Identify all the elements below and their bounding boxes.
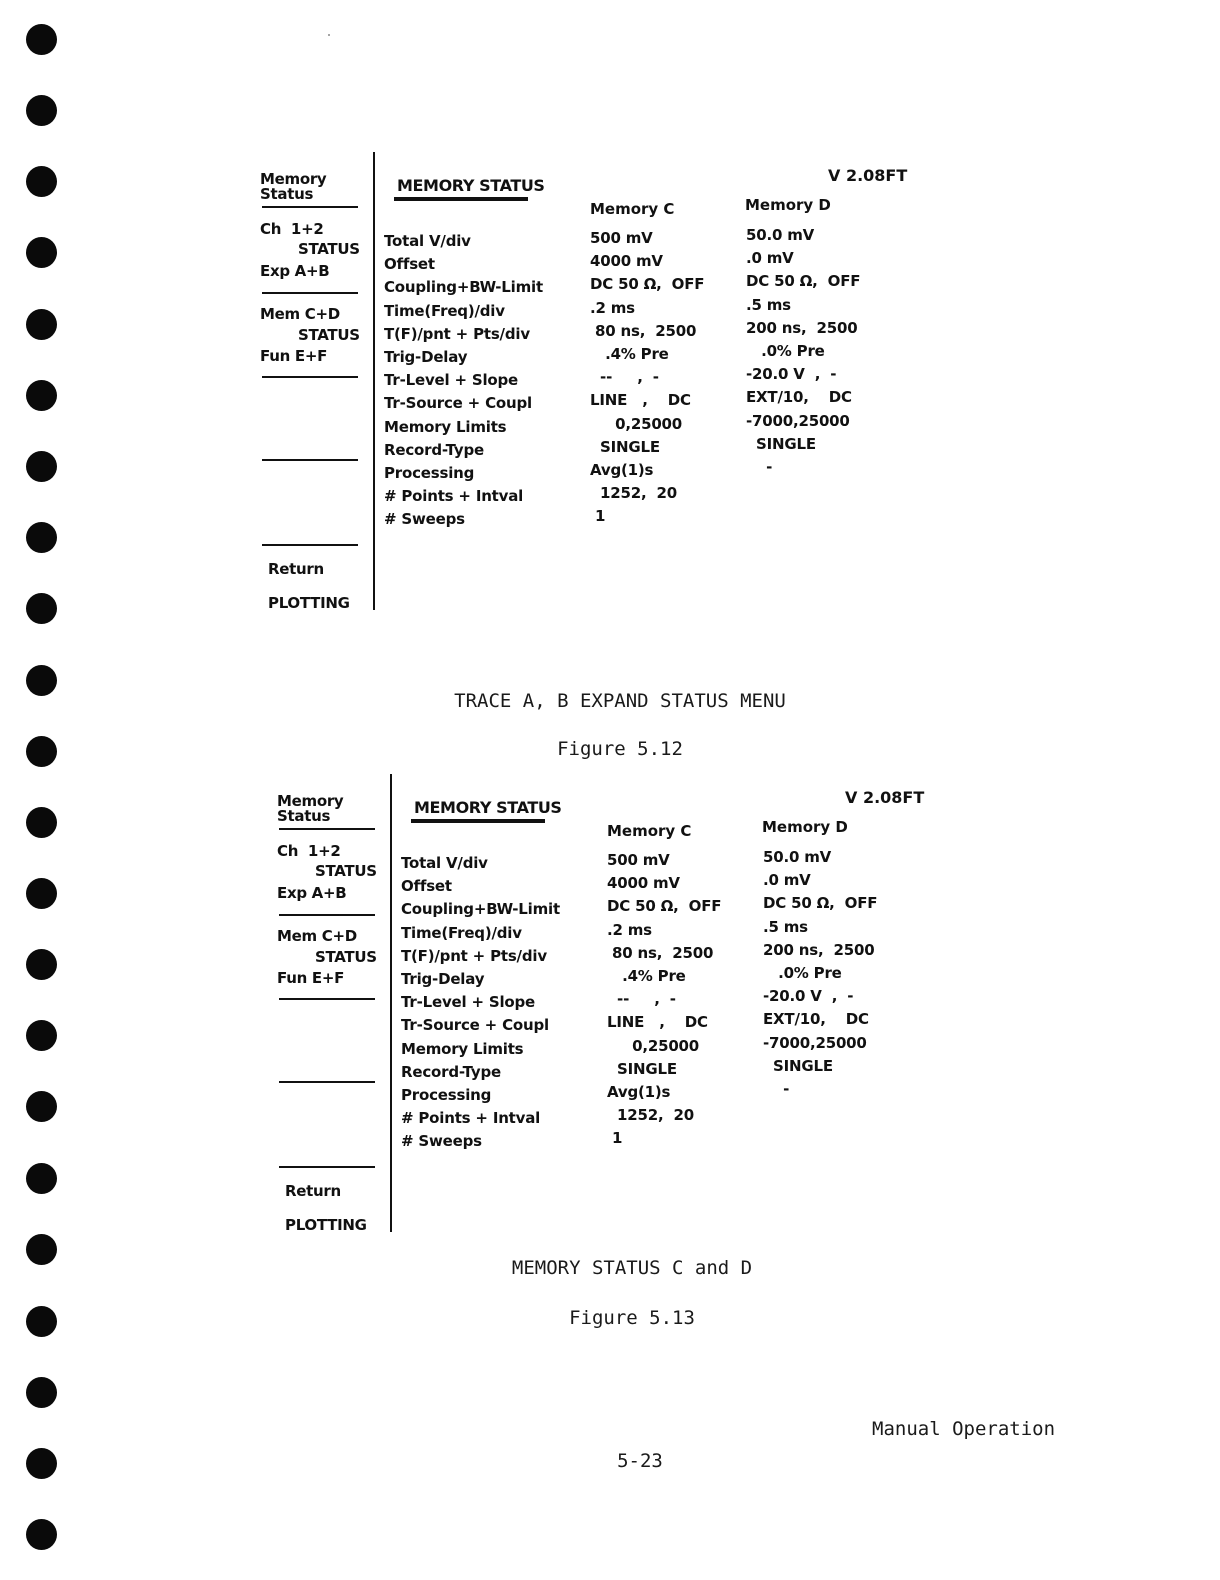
- figure-caption-2: MEMORY STATUS C and D: [511, 1257, 753, 1279]
- binder-hole: [26, 166, 57, 197]
- softkey-mem: Mem C+D: [277, 927, 357, 945]
- version-label: V 2.08FT: [828, 166, 908, 185]
- softkey-divider: [279, 828, 375, 830]
- softkey-memory-status-line1: Memory: [260, 170, 327, 188]
- row-label: Coupling+BW-Limit: [401, 900, 560, 919]
- row-label: Tr-Source + Coupl: [401, 1016, 549, 1035]
- row-label: T(F)/pnt + Pts/div: [384, 324, 530, 343]
- title-underline: [411, 819, 545, 823]
- panel-separator: [390, 774, 392, 1232]
- binder-hole: [26, 237, 57, 268]
- binder-hole: [26, 1163, 57, 1194]
- column-header-memory-c: Memory C: [607, 822, 692, 840]
- value-memory-d: -20.0 V , -: [746, 365, 837, 384]
- figure-label-1: Figure 5.12: [557, 738, 683, 760]
- row-label: Total V/div: [401, 854, 488, 872]
- row-label: Processing: [384, 463, 475, 482]
- value-memory-d: .0% Pre: [746, 341, 825, 360]
- value-memory-c: .2 ms: [590, 298, 635, 317]
- binder-hole: [26, 95, 57, 126]
- binder-hole: [26, 807, 57, 838]
- value-memory-c: DC 50 Ω, OFF: [607, 897, 722, 916]
- row-label: Coupling+BW-Limit: [384, 278, 543, 297]
- row-label: Record-Type: [401, 1062, 502, 1081]
- value-memory-d: -7000,25000: [746, 411, 850, 430]
- softkey-exp: Exp A+B: [277, 884, 347, 902]
- page-number: 5-23: [617, 1450, 663, 1472]
- figure-label-2: Figure 5.13: [569, 1307, 695, 1329]
- binder-hole: [26, 949, 57, 980]
- softkey-mem-status: STATUS: [298, 326, 360, 344]
- status-row: [401, 1056, 961, 1086]
- softkey-panel: [260, 156, 360, 616]
- row-label: Time(Freq)/div: [384, 301, 505, 320]
- softkey-memory-status-line2: Status: [277, 807, 331, 825]
- status-row: [384, 341, 944, 371]
- value-memory-c: Avg(1)s: [607, 1082, 671, 1101]
- softkey-divider: [262, 459, 358, 461]
- value-memory-d: 50.0 mV: [746, 226, 815, 244]
- row-label: Tr-Level + Slope: [401, 993, 536, 1012]
- value-memory-c: LINE , DC: [607, 1013, 708, 1032]
- value-memory-c: 1: [607, 1129, 623, 1148]
- binder-hole: [26, 1519, 57, 1550]
- value-memory-d: -7000,25000: [763, 1033, 867, 1052]
- softkey-memory-status-line2: Status: [260, 185, 314, 203]
- value-memory-c: 500 mV: [590, 229, 653, 247]
- value-memory-c: 1252, 20: [607, 1106, 695, 1125]
- value-memory-c: 80 ns, 2500: [607, 943, 714, 962]
- value-memory-c: 4000 mV: [607, 874, 680, 893]
- value-memory-d: -: [763, 1079, 790, 1098]
- softkey-divider: [262, 292, 358, 294]
- softkey-divider: [262, 544, 358, 546]
- value-memory-d: 50.0 mV: [763, 848, 832, 866]
- value-memory-c: 4000 mV: [590, 252, 663, 271]
- row-label: Total V/div: [384, 232, 471, 250]
- status-row: [401, 894, 961, 923]
- status-row: [384, 484, 944, 510]
- screen-title: MEMORY STATUS: [414, 798, 562, 817]
- value-memory-c: 1252, 20: [590, 484, 678, 503]
- value-memory-c: .4% Pre: [590, 344, 669, 363]
- value-memory-d: -: [746, 457, 773, 476]
- value-memory-d: SINGLE: [763, 1056, 833, 1075]
- softkey-divider: [279, 998, 375, 1000]
- row-label: Tr-Source + Coupl: [384, 394, 532, 413]
- value-memory-c: SINGLE: [590, 437, 660, 456]
- softkey-divider: [262, 206, 358, 208]
- value-memory-d: .0 mV: [746, 249, 794, 268]
- value-memory-c: -- , -: [590, 368, 659, 387]
- row-label: Offset: [401, 877, 452, 896]
- section-footer: Manual Operation: [872, 1418, 1056, 1440]
- softkey-memory-status-line1: Memory: [277, 792, 344, 810]
- value-memory-d: -20.0 V , -: [763, 987, 854, 1006]
- value-memory-c: .4% Pre: [607, 966, 686, 985]
- softkey-ch-status: STATUS: [298, 240, 360, 258]
- title-underline: [394, 197, 528, 201]
- status-row: [384, 226, 944, 255]
- value-memory-c: SINGLE: [607, 1059, 677, 1078]
- screen-title: MEMORY STATUS: [397, 176, 545, 195]
- row-label: Processing: [401, 1085, 492, 1104]
- softkey-ch-status: STATUS: [315, 862, 377, 880]
- row-label: T(F)/pnt + Pts/div: [401, 946, 547, 965]
- column-header-memory-d: Memory D: [762, 818, 848, 836]
- status-row: [401, 1129, 961, 1155]
- status-row: [384, 272, 944, 301]
- softkey-divider: [279, 1166, 375, 1168]
- status-row: [384, 411, 944, 441]
- panel-separator: [373, 152, 375, 610]
- value-memory-d: .0% Pre: [763, 963, 842, 982]
- binder-holes: [26, 0, 60, 1580]
- status-table: [384, 226, 944, 533]
- binder-hole: [26, 1020, 57, 1051]
- version-label: V 2.08FT: [845, 788, 925, 807]
- value-memory-c: .2 ms: [607, 920, 652, 939]
- speck: [328, 34, 330, 36]
- softkey-ch: Ch 1+2: [260, 220, 324, 238]
- row-label: Time(Freq)/div: [401, 923, 522, 942]
- row-label: Tr-Level + Slope: [384, 371, 519, 390]
- softkey-divider: [279, 1081, 375, 1083]
- status-table: [401, 848, 961, 1155]
- value-memory-c: LINE , DC: [590, 391, 691, 410]
- softkey-exp: Exp A+B: [260, 262, 330, 280]
- softkey-divider: [279, 914, 375, 916]
- value-memory-d: SINGLE: [746, 434, 816, 453]
- binder-hole: [26, 1377, 57, 1408]
- softkey-return: Return: [268, 560, 324, 578]
- value-memory-d: EXT/10, DC: [746, 388, 852, 407]
- value-memory-c: Avg(1)s: [590, 460, 654, 479]
- softkey-fun: Fun E+F: [277, 969, 345, 987]
- value-memory-c: 1: [590, 507, 606, 526]
- softkey-mem-status: STATUS: [315, 948, 377, 966]
- value-memory-d: DC 50 Ω, OFF: [763, 894, 878, 913]
- status-row: [401, 963, 961, 993]
- status-row: [401, 848, 961, 877]
- row-label: Record-Type: [384, 440, 485, 459]
- column-header-memory-d: Memory D: [745, 196, 831, 214]
- binder-hole: [26, 1091, 57, 1122]
- memory-status-screen-2: [277, 778, 977, 1238]
- softkey-panel: [277, 778, 377, 1238]
- value-memory-c: 500 mV: [607, 851, 670, 869]
- row-label: Memory Limits: [401, 1039, 524, 1058]
- memory-status-screen-1: [260, 156, 960, 616]
- softkey-plotting: PLOTTING: [285, 1216, 367, 1234]
- value-memory-d: .5 ms: [763, 917, 808, 936]
- softkey-mem: Mem C+D: [260, 305, 340, 323]
- value-memory-d: EXT/10, DC: [763, 1010, 869, 1029]
- status-row: [401, 1033, 961, 1063]
- row-label: Trig-Delay: [401, 969, 485, 988]
- softkey-ch: Ch 1+2: [277, 842, 341, 860]
- row-label: # Points + Intval: [401, 1109, 541, 1128]
- softkey-fun: Fun E+F: [260, 347, 328, 365]
- binder-hole: [26, 593, 57, 624]
- status-row: [384, 434, 944, 464]
- row-label: Memory Limits: [384, 417, 507, 436]
- figure-caption-1: TRACE A, B EXPAND STATUS MENU: [454, 690, 786, 712]
- binder-hole: [26, 451, 57, 482]
- value-memory-d: DC 50 Ω, OFF: [746, 272, 861, 291]
- row-label: # Sweeps: [401, 1132, 482, 1151]
- row-label: Trig-Delay: [384, 347, 468, 366]
- softkey-plotting: PLOTTING: [268, 594, 350, 612]
- value-memory-c: 80 ns, 2500: [590, 321, 697, 340]
- value-memory-c: DC 50 Ω, OFF: [590, 275, 705, 294]
- row-label: Offset: [384, 255, 435, 274]
- value-memory-c: 0,25000: [590, 414, 683, 433]
- value-memory-d: .0 mV: [763, 871, 811, 890]
- binder-hole: [26, 522, 57, 553]
- binder-hole: [26, 380, 57, 411]
- value-memory-c: -- , -: [607, 990, 676, 1009]
- binder-hole: [26, 24, 57, 55]
- binder-hole: [26, 309, 57, 340]
- softkey-return: Return: [285, 1182, 341, 1200]
- status-row: [401, 1106, 961, 1132]
- softkey-divider: [262, 376, 358, 378]
- value-memory-c: 0,25000: [607, 1036, 700, 1055]
- value-memory-d: 200 ns, 2500: [763, 940, 875, 959]
- status-row: [384, 507, 944, 533]
- value-memory-d: .5 ms: [746, 295, 791, 314]
- column-header-memory-c: Memory C: [590, 200, 675, 218]
- value-memory-d: 200 ns, 2500: [746, 318, 858, 337]
- row-label: # Sweeps: [384, 510, 465, 529]
- row-label: # Points + Intval: [384, 487, 524, 506]
- binder-hole: [26, 878, 57, 909]
